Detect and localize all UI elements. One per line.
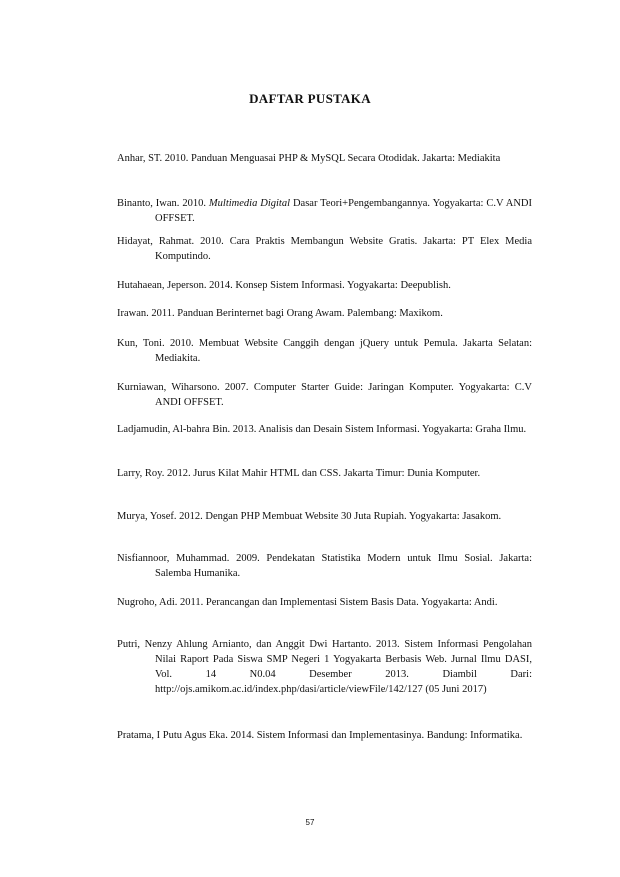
reference-entry: Kun, Toni. 2010. Membuat Website Canggih dengan jQuery untuk Pemula. Jakarta Selatan: Mediakita. [117,338,532,364]
reference-entry: Putri, Nenzy Ahlung Arnianto, dan Anggit Dwi Hartanto. 2013. Sistem Informasi Pengolahan Nilai Raport Pada Siswa SMP Negeri 1 Yogyakarta Berbasis Web. Jurnal Ilmu DASI, Vol. 14 N0.04 Desember 2013. Diambil Dari: http://ojs.amikom.ac.id/index.php/dasi/article/viewFile/142/127 (05 Juni 2017) [117,639,532,695]
reference-entry: Binanto, Iwan. 2010. Multimedia Digital Dasar Teori+Pengembangannya. Yogyakarta: C.V ANDI OFFSET. [117,198,532,224]
reference-entry: Nisfiannoor, Muhammad. 2009. Pendekatan Statistika Modern untuk Ilmu Sosial. Jakarta: Salemba Humanika. [117,553,532,579]
reference-entry: Larry, Roy. 2012. Jurus Kilat Mahir HTML dan CSS. Jakarta Timur: Dunia Komputer. [117,468,481,479]
page-number: 57 [305,818,315,827]
reference-entry: Irawan. 2011. Panduan Berinternet bagi Orang Awam. Palembang: Maxikom. [117,308,443,319]
reference-entry: Murya, Yosef. 2012. Dengan PHP Membuat Website 30 Juta Rupiah. Yogyakarta: Jasakom. [117,511,502,522]
reference-entry: Hidayat, Rahmat. 2010. Cara Praktis Membangun Website Gratis. Jakarta: PT Elex Media Komputindo. [117,236,532,262]
reference-entry: Ladjamudin, Al-bahra Bin. 2013. Analisis dan Desain Sistem Informasi. Yogyakarta: Graha Ilmu. [117,424,527,435]
reference-entry: Nugroho, Adi. 2011. Perancangan dan Implementasi Sistem Basis Data. Yogyakarta: Andi. [117,597,498,608]
reference-entry: Kurniawan, Wiharsono. 2007. Computer Starter Guide: Jaringan Komputer. Yogyakarta: C.V ANDI OFFSET. [117,382,532,408]
reference-entry: Anhar, ST. 2010. Panduan Menguasai PHP & MySQL Secara Otodidak. Jakarta: Mediakita [117,153,501,164]
reference-entry: Pratama, I Putu Agus Eka. 2014. Sistem Informasi dan Implementasinya. Bandung: Informatika. [117,730,523,741]
reference-entry: Hutahaean, Jeperson. 2014. Konsep Sistem Informasi. Yogyakarta: Deepublish. [117,280,451,291]
page-title: DAFTAR PUSTAKA [249,91,371,106]
